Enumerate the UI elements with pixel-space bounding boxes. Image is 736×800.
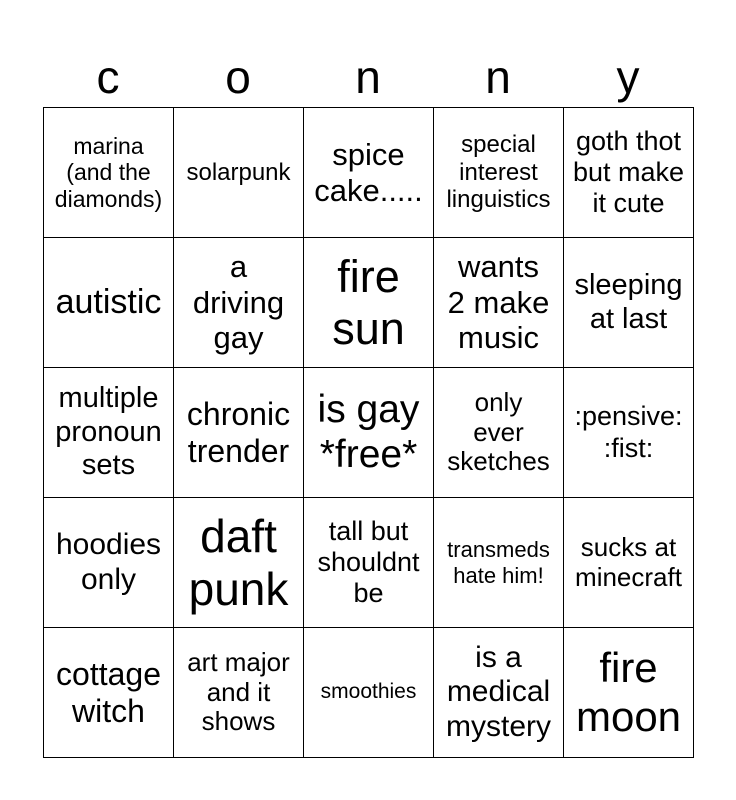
header-letter-n-1: n: [355, 51, 381, 103]
bingo-cell-r2-c4[interactable]: :pensive: :fist:: [564, 368, 694, 498]
header-letter-c: c: [96, 51, 120, 103]
bingo-cell-r4-c3[interactable]: is a medical mystery: [434, 628, 564, 758]
bingo-cell-r0-c3[interactable]: special interest linguistics: [434, 108, 564, 238]
bingo-header: [43, 48, 693, 106]
bingo-cell-r4-c1[interactable]: art major and it shows: [174, 628, 304, 758]
header-letter-o: o: [225, 51, 251, 103]
bingo-cell-r1-c0[interactable]: autistic: [44, 238, 174, 368]
bingo-cell-r3-c2[interactable]: tall but shouldnt be: [304, 498, 434, 628]
bingo-cell-r2-c1[interactable]: chronic trender: [174, 368, 304, 498]
bingo-cell-r4-c4[interactable]: fire moon: [564, 628, 694, 758]
bingo-cell-r1-c4[interactable]: sleeping at last: [564, 238, 694, 368]
bingo-cell-r0-c4[interactable]: goth thot but make it cute: [564, 108, 694, 238]
bingo-cell-r0-c1[interactable]: solarpunk: [174, 108, 304, 238]
bingo-cell-r1-c2[interactable]: fire sun: [304, 238, 434, 368]
header-letter-y: y: [616, 51, 640, 103]
bingo-board: [43, 107, 694, 758]
bingo-cell-r0-c0[interactable]: marina (and the diamonds): [44, 108, 174, 238]
bingo-cell-r4-c0[interactable]: cottage witch: [44, 628, 174, 758]
bingo-cell-r0-c2[interactable]: spice cake.....: [304, 108, 434, 238]
bingo-cell-r3-c0[interactable]: hoodies only: [44, 498, 174, 628]
header-letter-n-2: n: [485, 51, 511, 103]
bingo-cell-r2-c0[interactable]: multiple pronoun sets: [44, 368, 174, 498]
bingo-cell-r2-c3[interactable]: only ever sketches: [434, 368, 564, 498]
bingo-cell-r3-c4[interactable]: sucks at minecraft: [564, 498, 694, 628]
bingo-cell-r2-c2[interactable]: is gay *free*: [304, 368, 434, 498]
bingo-cell-r3-c1[interactable]: daft punk: [174, 498, 304, 628]
bingo-cell-r1-c1[interactable]: a driving gay: [174, 238, 304, 368]
bingo-cell-r1-c3[interactable]: wants 2 make music: [434, 238, 564, 368]
bingo-cell-r3-c3[interactable]: transmeds hate him!: [434, 498, 564, 628]
bingo-cell-r4-c2[interactable]: smoothies: [304, 628, 434, 758]
